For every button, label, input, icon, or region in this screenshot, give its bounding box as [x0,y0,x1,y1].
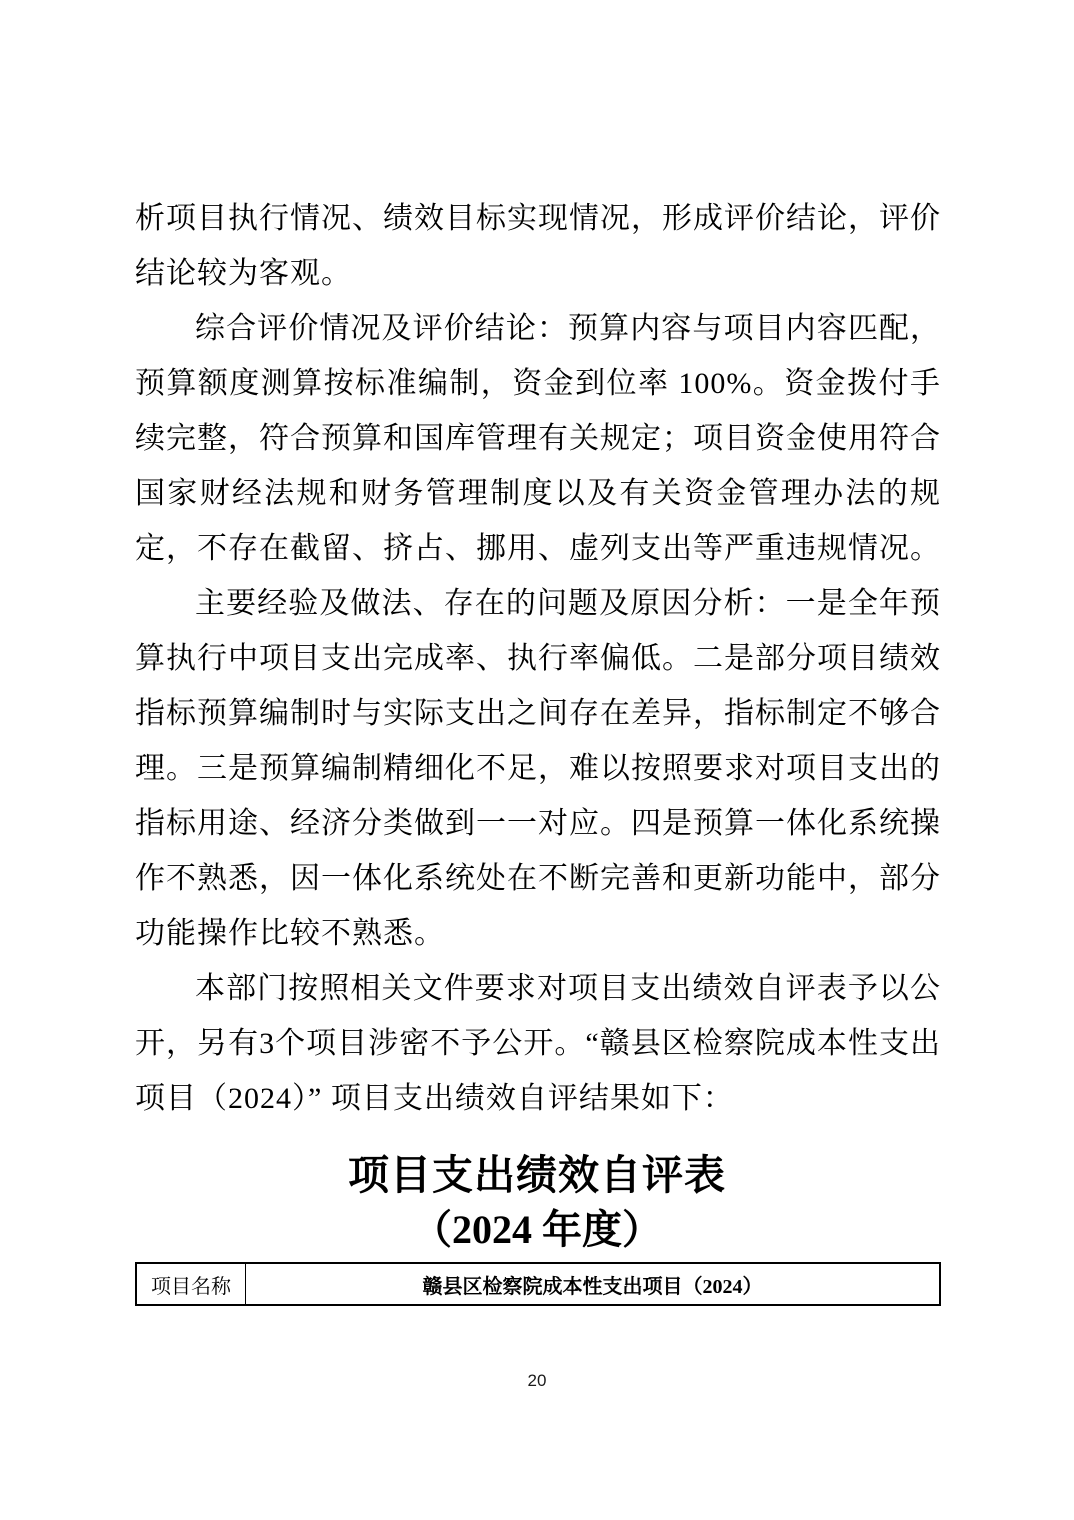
table-row-project-name [136,1263,940,1305]
self-eval-table-title: 项目支出绩效自评表 [348,1152,726,1198]
self-evaluation-table [135,1262,941,1306]
paragraph-overall-evaluation: 综合评价情况及评价结论：预算内容与项目内容匹配，预算额度测算按标准编制，资金到位率 100%。资金拨付手续完整，符合预算和国库管理有关规定；项目资金使用符合国家财经法规和财务管理制度以及有关资金管理办法的规定，不存在截留、挤占、挪用、虚列支出等严重违规情况。 [135,312,941,565]
self-eval-table-year-subtitle: （2024 年度） [412,1207,662,1252]
project-name-label: 项目名称 [136,1263,246,1305]
project-name-value: 赣县区检察院成本性支出项目（2024） [246,1263,941,1305]
document-body [135,191,941,1126]
paragraph-experience-analysis: 主要经验及做法、存在的问题及原因分析：一是全年预算执行中项目支出完成率、执行率偏低。二是部分项目绩效指标预算编制时与实际支出之间存在差异，指标制定不够合理。三是预算编制精细化不足，难以按照要求对项目支出的指标用途、经济分类做到一一对应。四是预算一体化系统操作不熟悉，因一体化系统处在不断完善和更新功能中，部分功能操作比较不熟悉。 [135,587,941,950]
page-number: 20 [527,1371,547,1390]
paragraph-continuation: 析项目执行情况、绩效目标实现情况，形成评价结论，评价结论较为客观。 [135,202,941,290]
paragraph-disclosure-note: 本部门按照相关文件要求对项目支出绩效自评表予以公开，另有3个项目涉密不予公开。“赣县区检察院成本性支出项目（2024）” 项目支出绩效自评结果如下： [135,972,941,1115]
